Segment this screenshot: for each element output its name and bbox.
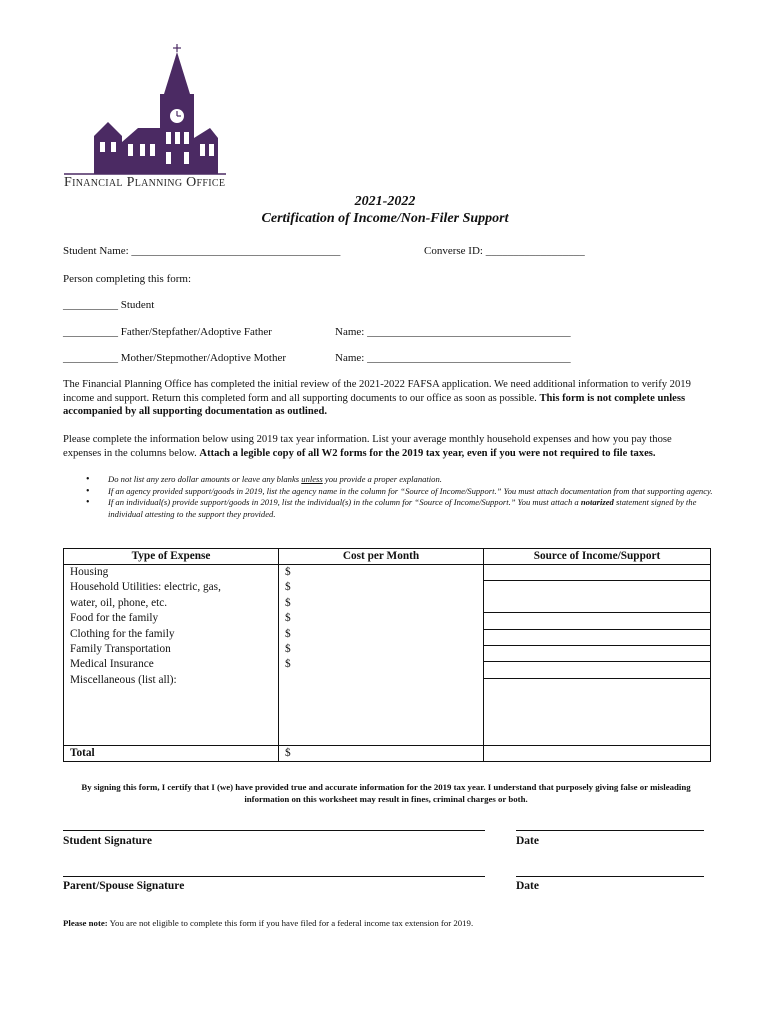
expense-type: Food for the family (70, 612, 159, 625)
header-type: Type of Expense (64, 549, 279, 565)
cost-column[interactable] (279, 565, 484, 746)
intro-text: The Financial Planning Office has completed the initial review of the 2021-2022 FAFSA application. We need additional information to verify 2019 income and support. Return this completed form and all supporting documents to our office as soon as possible. (63, 379, 691, 404)
table-body-row (64, 565, 711, 746)
form-title: Certification of Income/Non-Filer Support (261, 211, 509, 226)
cost-cell[interactable]: $ (285, 658, 291, 671)
bullet-text: If an agency provided support/goods in 2019, list the agency name in the column for “Source of Income/Support.” You must attach documentation from that supporting agency. (108, 485, 713, 496)
header-cost: Cost per Month (279, 549, 484, 565)
source-cell[interactable] (484, 565, 710, 581)
father-name-field[interactable]: Name: _____________________________________ (335, 326, 571, 338)
financial-planning-office-logo (62, 44, 226, 192)
student-name-field[interactable]: Student Name: ______________________________________ (63, 245, 341, 257)
bullet-item (86, 474, 716, 486)
student-date-line[interactable] (516, 830, 704, 831)
option-student[interactable]: __________ Student (63, 299, 155, 311)
expense-type: Miscellaneous (list all): (70, 673, 177, 686)
source-cell[interactable] (484, 646, 710, 662)
bullet-text: you provide a proper explanation. (322, 474, 442, 484)
note-label: Please note: (63, 918, 108, 928)
cost-cell[interactable]: $ (285, 581, 291, 594)
student-signature-line[interactable] (63, 830, 485, 831)
expense-type: Medical Insurance (70, 658, 154, 671)
expense-type: Family Transportation (70, 643, 171, 656)
source-cell[interactable] (484, 581, 710, 613)
converse-id-field[interactable]: Converse ID: __________________ (424, 245, 585, 257)
cost-cell[interactable]: $ (285, 627, 291, 640)
mother-name-field[interactable]: Name: _____________________________________ (335, 352, 571, 364)
intro-bold: This form is not complete unless accompanied by all supporting documentation as outlined. (63, 392, 686, 417)
bullet-bold: notarized (580, 497, 614, 508)
option-father[interactable]: __________ Father/Stepfather/Adoptive Father (63, 326, 272, 338)
expense-type: Housing (70, 566, 109, 578)
total-label: Total (64, 746, 279, 762)
instructions-text: Please complete the information below using 2019 tax year information. List your average monthly household expenses and how you pay those expenses in the columns below. (63, 434, 672, 459)
note-text: You are not eligible to complete this form if you have filed for a federal income tax extension for 2019. (107, 918, 474, 928)
certification-statement: By signing this form, I certify that I (we) have provided true and accurate information for the 2019 tax year. I understand that purposely giving false or misleading information on this worksheet may result in fines, criminal charges or both. (81, 782, 691, 805)
option-mother[interactable]: __________ Mother/Stepmother/Adoptive Mother (63, 352, 287, 364)
source-cell[interactable] (484, 630, 710, 646)
student-signature-label: Student Signature (63, 835, 152, 847)
parent-date-line[interactable] (516, 876, 704, 877)
bullet-item (86, 497, 716, 520)
expense-table (63, 548, 711, 762)
student-date-label: Date (516, 835, 539, 847)
source-cell[interactable] (484, 613, 710, 629)
bullet-text: statement signed by the individual attesting to the support they provided. (108, 497, 697, 519)
parent-signature-label: Parent/Spouse Signature (63, 880, 185, 892)
total-cost[interactable]: $ (279, 746, 484, 762)
parent-date-label: Date (516, 880, 539, 892)
bullet-text: If an individual(s) provide support/goods in 2019, list the individual(s) in the column for “Source of Income/Support.” You must attach a (108, 497, 581, 508)
please-note (63, 918, 473, 928)
expense-type: Household Utilities: electric, gas, (70, 581, 221, 594)
bullet-text: Do not list any zero dollar amounts or leave any blanks (108, 474, 302, 484)
bullet-underline: unless (301, 474, 323, 484)
instructions-paragraph (63, 433, 703, 460)
logo-text: Financial Planning Office (64, 175, 226, 190)
source-cell[interactable] (484, 679, 710, 694)
total-source[interactable] (484, 746, 711, 762)
source-cell[interactable] (484, 662, 710, 678)
table-header-row (64, 549, 711, 565)
form-year: 2021-2022 (354, 194, 416, 209)
cost-cell[interactable]: $ (285, 643, 291, 656)
parent-signature-line[interactable] (63, 876, 485, 877)
instructions-bold: Attach a legible copy of all W2 forms for the 2019 tax year, even if you were not required to file taxes. (199, 447, 656, 459)
header-source: Source of Income/Support (484, 549, 711, 565)
intro-paragraph (63, 378, 703, 419)
type-column (64, 565, 279, 746)
bullet-item (86, 486, 716, 498)
cost-cell[interactable]: $ (285, 612, 291, 625)
cost-cell[interactable]: $ (285, 566, 291, 578)
source-column[interactable] (484, 565, 711, 746)
person-completing-label: Person completing this form: (63, 273, 192, 285)
expense-type: Clothing for the family (70, 627, 175, 640)
expense-type: water, oil, phone, etc. (70, 596, 168, 609)
total-row (64, 746, 711, 762)
instruction-bullets (86, 474, 716, 520)
cost-cell[interactable]: $ (285, 596, 291, 609)
